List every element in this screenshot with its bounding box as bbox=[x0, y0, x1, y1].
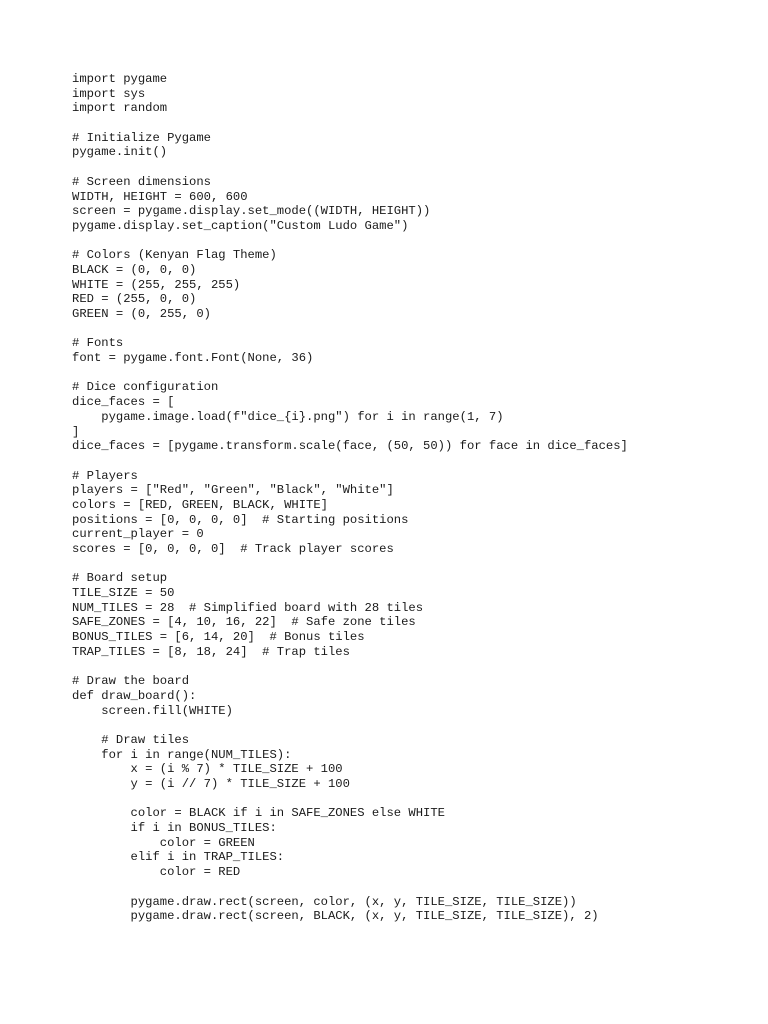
code-line: positions = [0, 0, 0, 0] # Starting positions bbox=[72, 512, 409, 527]
code-line: scores = [0, 0, 0, 0] # Track player scores bbox=[72, 542, 394, 556]
code-line: TRAP_TILES = [8, 18, 24] # Trap tiles bbox=[72, 644, 350, 659]
code-line: dice_faces = [pygame.transform.scale(face, (50, 50)) for face in dice_faces] bbox=[72, 439, 628, 454]
code-line: # Board setup bbox=[72, 571, 168, 586]
code-line: BONUS_TILES = [6, 14, 20] # Bonus tiles bbox=[72, 630, 365, 645]
code-line: import pygame bbox=[72, 72, 168, 86]
code-line: screen.fill(WHITE) bbox=[72, 703, 233, 718]
code-line: players = ["Red", "Green", "Black", "White"] bbox=[72, 483, 394, 498]
code-line: TILE_SIZE = 50 bbox=[72, 586, 175, 601]
code-line: pygame.draw.rect(screen, color, (x, y, TILE_SIZE, TILE_SIZE)) bbox=[72, 894, 577, 909]
code-line: import random bbox=[72, 101, 168, 116]
code-line: color = BLACK if i in SAFE_ZONES else WHITE bbox=[72, 806, 445, 821]
code-line: def draw_board(): bbox=[72, 688, 197, 703]
code-line bbox=[72, 366, 752, 381]
code-line: # Players bbox=[72, 468, 138, 483]
code-line: # Colors (Kenyan Flag Theme) bbox=[72, 248, 277, 263]
code-document bbox=[72, 72, 752, 924]
code-line: # Fonts bbox=[72, 336, 124, 351]
code-line: pygame.draw.rect(screen, BLACK, (x, y, TILE_SIZE, TILE_SIZE), 2) bbox=[72, 909, 599, 924]
code-line bbox=[72, 234, 752, 249]
code-line: color = GREEN bbox=[72, 835, 255, 850]
code-line: elif i in TRAP_TILES: bbox=[72, 850, 285, 865]
code-line: ] bbox=[72, 424, 80, 439]
code-line: dice_faces = [ bbox=[72, 395, 175, 410]
code-line: WIDTH, HEIGHT = 600, 600 bbox=[72, 189, 248, 204]
code-line: # Draw tiles bbox=[72, 732, 190, 747]
code-line bbox=[72, 322, 752, 337]
code-line: NUM_TILES = 28 # Simplified board with 28 tiles bbox=[72, 600, 424, 615]
code-line: current_player = 0 bbox=[72, 527, 204, 542]
code-line: if i in BONUS_TILES: bbox=[72, 821, 277, 836]
code-line: import sys bbox=[72, 86, 146, 101]
code-line: WHITE = (255, 255, 255) bbox=[72, 277, 241, 292]
code-line: x = (i % 7) * TILE_SIZE + 100 bbox=[72, 762, 343, 777]
code-line bbox=[72, 160, 752, 175]
code-line: color = RED bbox=[72, 865, 241, 880]
code-line: # Screen dimensions bbox=[72, 174, 211, 189]
code-line bbox=[72, 880, 752, 895]
code-line bbox=[72, 660, 752, 675]
code-line: # Draw the board bbox=[72, 674, 190, 689]
code-line: pygame.display.set_caption("Custom Ludo Game") bbox=[72, 218, 409, 233]
code-line: font = pygame.font.Font(None, 36) bbox=[72, 351, 314, 366]
code-line bbox=[72, 557, 752, 572]
code-line bbox=[72, 454, 752, 469]
code-line: GREEN = (0, 255, 0) bbox=[72, 307, 211, 321]
code-line: SAFE_ZONES = [4, 10, 16, 22] # Safe zone tiles bbox=[72, 615, 416, 630]
code-line: BLACK = (0, 0, 0) bbox=[72, 262, 197, 277]
code-line: y = (i // 7) * TILE_SIZE + 100 bbox=[72, 777, 350, 791]
code-line: pygame.init() bbox=[72, 145, 168, 160]
code-line: screen = pygame.display.set_mode((WIDTH, HEIGHT)) bbox=[72, 204, 431, 219]
code-line: colors = [RED, GREEN, BLACK, WHITE] bbox=[72, 497, 328, 512]
code-line bbox=[72, 718, 752, 733]
code-line: RED = (255, 0, 0) bbox=[72, 292, 197, 307]
code-line: # Dice configuration bbox=[72, 380, 219, 395]
code-line bbox=[72, 116, 752, 131]
code-line: pygame.image.load(f"dice_{i}.png") for i in range(1, 7) bbox=[72, 409, 504, 424]
code-line bbox=[72, 792, 752, 807]
code-line: for i in range(NUM_TILES): bbox=[72, 747, 292, 762]
code-line: # Initialize Pygame bbox=[72, 130, 211, 145]
